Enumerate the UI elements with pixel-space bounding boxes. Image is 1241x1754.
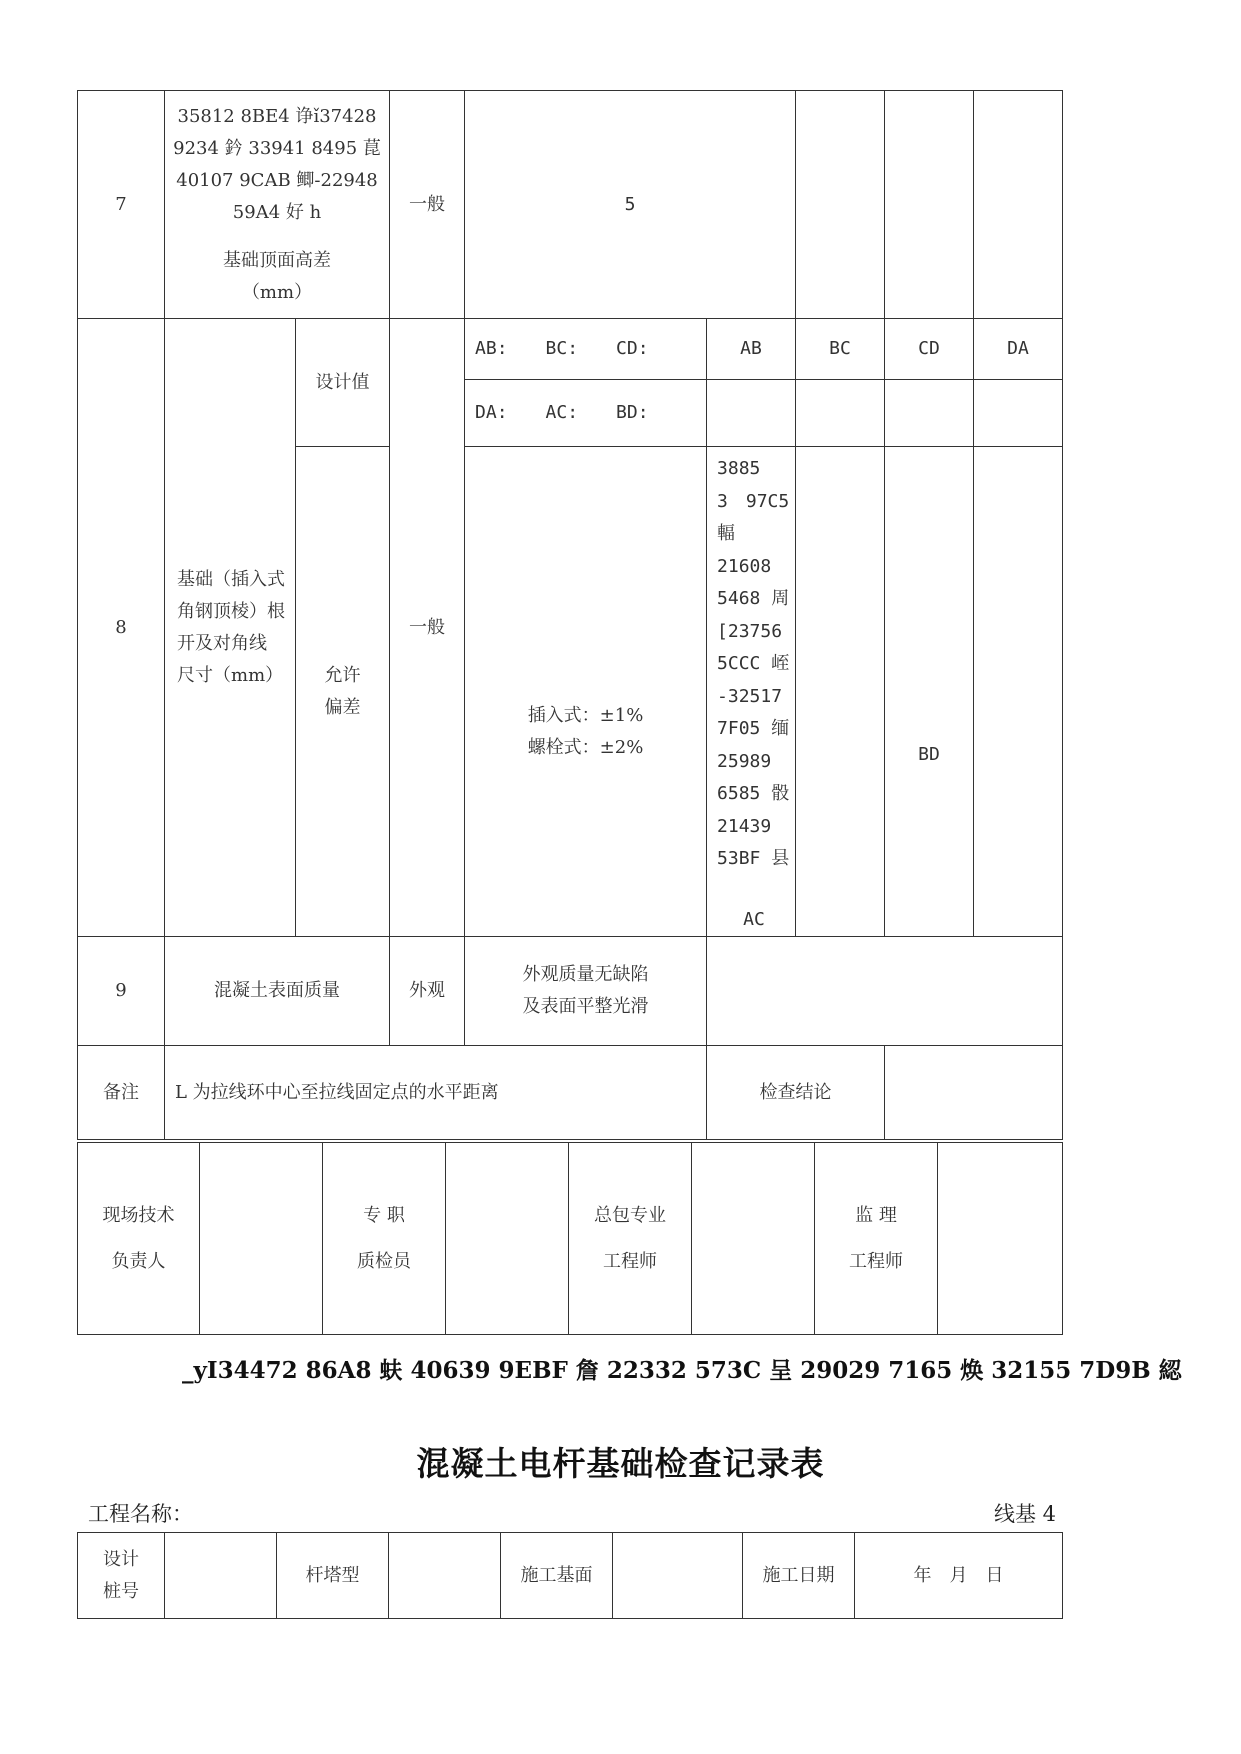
contractor-signature	[692, 1143, 815, 1335]
garbled-column: 3885 3 97C5 輻 21608 5468 周 [23756 5CCC 峌 -32517 7F05 缅 25989 6585 骰 21439 53BF 县 AC	[707, 447, 796, 937]
qc-signature	[446, 1143, 569, 1335]
conclusion-label: 检查结论	[707, 1046, 885, 1140]
measure-cell	[707, 380, 796, 447]
header-ab: AB	[707, 319, 796, 380]
table-row-9	[78, 937, 1063, 1046]
construction-base-label: 施工基面	[501, 1533, 613, 1619]
header-cd: CD	[885, 319, 974, 380]
construction-base-value	[613, 1533, 743, 1619]
design-value-label: 设计值	[296, 319, 390, 447]
measure-cell	[885, 91, 974, 319]
garbled-footer-line: _yI34472 86A8 蚨 40639 9EBF 詹 22332 573C 呈 29029 7165 焕 32155 7D9B 綛	[182, 1357, 1182, 1384]
site-tech-label: 现场技术 负责人	[78, 1143, 200, 1335]
design-pile-label: 设计 桩号	[78, 1533, 165, 1619]
header-bc: BC	[796, 319, 885, 380]
row-7-item-cell	[165, 91, 390, 319]
supervisor-label: 监 理 工程师	[815, 1143, 938, 1335]
header-info-table	[77, 1532, 1063, 1619]
signature-table	[77, 1142, 1063, 1335]
bd-label: BD	[885, 447, 974, 937]
construction-date-value: 年 月 日	[855, 1533, 1063, 1619]
allowed-deviation-label: 允许 偏差	[296, 447, 390, 937]
design-row-1: AB: BC: CD:	[465, 319, 707, 380]
measure-cell	[974, 447, 1063, 937]
category: 一般	[390, 319, 465, 937]
category: 一般	[390, 91, 465, 319]
document-title: 混凝土电杆基础检查记录表	[416, 1444, 825, 1483]
item-name: 基础（插入式 角钢顶棱）根 开及对角线 尺寸（mm）	[165, 319, 296, 937]
inspection-table	[77, 90, 1063, 1140]
tower-type-value	[389, 1533, 501, 1619]
contractor-label: 总包专业 工程师	[569, 1143, 692, 1335]
qc-label: 专 职 质检员	[323, 1143, 446, 1335]
project-name-label: 工程名称：	[88, 1502, 193, 1526]
category: 外观	[390, 937, 465, 1046]
table-row-8	[78, 319, 1063, 380]
remarks-row	[78, 1046, 1063, 1140]
site-tech-signature	[200, 1143, 323, 1335]
measure-cell	[885, 380, 974, 447]
tolerance: 5	[465, 91, 796, 319]
table-row-7	[78, 91, 1063, 319]
header-da: DA	[974, 319, 1063, 380]
conclusion-value	[885, 1046, 1063, 1140]
tolerance: 插入式：±1% 螺栓式：±2%	[465, 447, 707, 937]
garbled-text: 35812 8BE4 诤ǐ37428 9234 鈐 33941 8495 菎 40107 9CAB 鲫-22948 59A4 好 h	[173, 105, 381, 223]
supervisor-signature	[938, 1143, 1063, 1335]
row-number: 7	[78, 91, 165, 319]
row-number: 9	[78, 937, 165, 1046]
remarks-text: L 为拉线环中心至拉线固定点的水平距离	[165, 1046, 707, 1140]
tower-type-label: 杆塔型	[277, 1533, 389, 1619]
measure-cell	[707, 937, 1063, 1046]
remarks-label: 备注	[78, 1046, 165, 1140]
item-name: 基础顶面高差	[223, 249, 331, 271]
tolerance: 外观质量无缺陷 及表面平整光滑	[465, 937, 707, 1046]
design-row-2: DA: AC: BD:	[465, 380, 707, 447]
measure-cell	[974, 91, 1063, 319]
item-unit: （mm）	[241, 281, 313, 303]
measure-cell	[796, 380, 885, 447]
design-pile-value	[165, 1533, 277, 1619]
measure-cell	[796, 91, 885, 319]
measure-cell	[974, 380, 1063, 447]
measure-cell	[796, 447, 885, 937]
sheet-code: 线基 4	[993, 1502, 1056, 1526]
item-name: 混凝土表面质量	[165, 937, 390, 1046]
construction-date-label: 施工日期	[743, 1533, 855, 1619]
row-number: 8	[78, 319, 165, 937]
